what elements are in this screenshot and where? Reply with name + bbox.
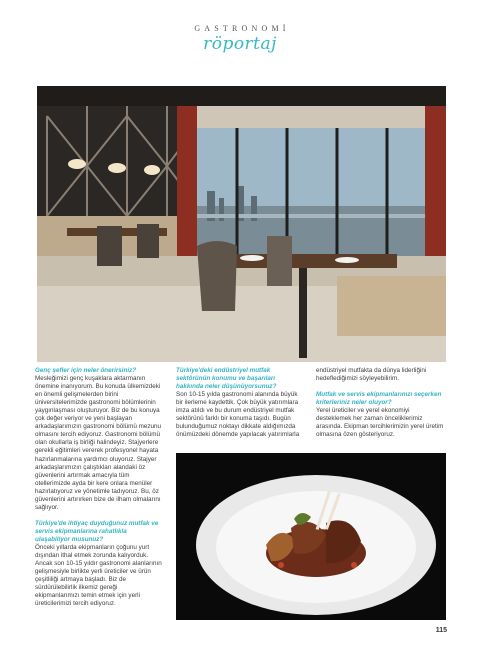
- answer-industry-position-cont: endüstriyel mutfakta da dünya liderliğini hedeflediğimizi söyleyebilirim.: [316, 367, 427, 383]
- page-header: [0, 0, 480, 80]
- question-selection-criteria: Mutfak ve servis ekipmanlarınızı seçerken kriterleriniz neler oluyor?: [316, 391, 442, 407]
- page-number: 115: [435, 627, 447, 634]
- food-photo: [176, 453, 446, 620]
- answer-young-chefs: Mesleğimizi genç kuşaklara aktarmanın önemine inanıyorum. Bu konuda ülkemizdeki en önemli gelişmelerden birini üniversitelerimizde gastronomi bölümlerinin yaygınlaşması oluşturuyor. Biz de bu konuya çok değer veriyor ve yeni başlayan arkadaşlarımızın gastronomi bölümü mezunu olmasını tercih ediyoruz. Gastronomi bölümü olan okullarla iş birliği halindeyiz. Stajyerlere gerekli eğitimleri vererek profesyonel hayata hazırlanmalarına yardımcı oluyoruz. Stajyer arkadaşlarımızın çalıştıkları alandaki öz güvenlerini artırmak amacıyla tüm otellerimizde ayda bir kere onlara menüler hazırlatıyoruz ve yönetimle tadıyoruz. Bu, öz güvenlerini artırırken bize de ilham olmalarını sağlıyor.: [35, 375, 161, 511]
- answer-equipment-access: Önceki yıllarda ekipmanların çoğunu yurt dışından ithal etmek zorunda kalıyorduk. Ancak son 10-15 yıldır gastronomi alanlarının gelişmesiyle birlikte yerli üreticiler ve ürün çeşitliliği artmaya başladı. Biz de sürdürülebilirlik ilkemiz gereği ekipmanlarımızı temin etmek için yerli üreticilerimizi tercih ediyoruz.: [35, 543, 162, 608]
- question-young-chefs: Genç şefler için neler önerirsiniz?: [35, 367, 137, 374]
- answer-selection-criteria: Yerel üreticiler ve yerel ekonomiyi desteklemek her zaman önceliklerimiz arasında. Ekipman tercihlerimizin yerel üretim olmasına özen gösteriyoruz.: [316, 407, 444, 439]
- restaurant-photo: [37, 86, 446, 362]
- question-industry-position: Türkiye'deki endüstriyel mutfak sektörünün konumu ve başarıları hakkında neler düşünüyorsunuz?: [176, 367, 277, 391]
- text-column-2: [176, 367, 303, 439]
- answer-industry-position: Son 10-15 yılda gastronomi alanında büyük bir ilerleme kaydettik. Çok büyük yatırımlara imza atıldı ve bu durum endüstriyel mutfak sektörünü farklı bir konuma taşıdı. Bugün bulunduğumuz noktayı dikkate aldığımızda önümüzdeki dönemde yapılacak yatırımlarla: [176, 391, 300, 439]
- text-column-1: [35, 367, 163, 608]
- section-subtitle: röportaj: [203, 34, 277, 54]
- section-title: GASTRONOMİ: [194, 24, 290, 33]
- question-equipment-access: Türkiye'de ihtiyaç duyduğunuz mutfak ve servis ekipmanlarına rahatlıkla ulaşabiliyor musunuz?: [35, 519, 159, 543]
- text-column-3: [316, 367, 446, 439]
